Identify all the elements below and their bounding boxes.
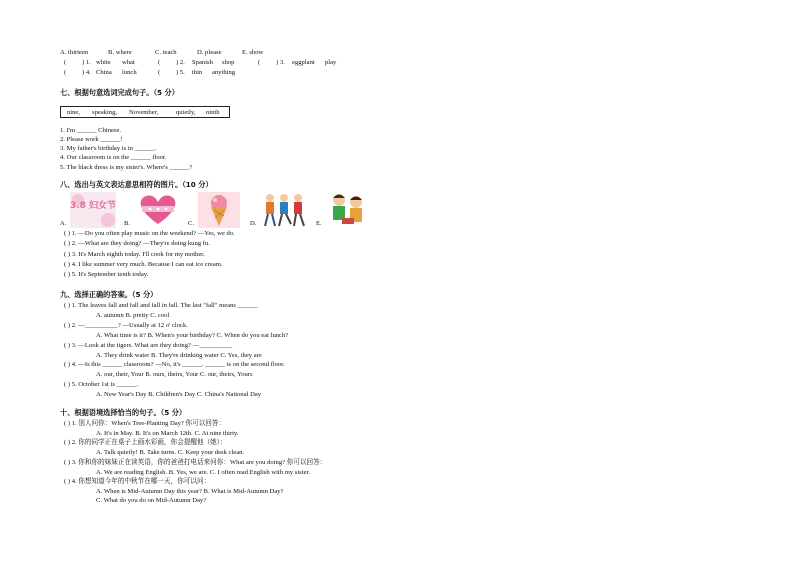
- question-line: ( ) 3. 你和你的妹妹正在读英语，你的爸爸打电话来问你：What are you doing? 你可以回答：: [64, 459, 327, 466]
- question-line: ( ) 1. The leaves fall and fall and fall in fall. The last "fall" means ______: [64, 302, 258, 309]
- word-a: eggplant: [292, 59, 315, 66]
- paren-open: (: [158, 69, 161, 76]
- paren-open: (: [64, 59, 67, 66]
- word-b: anything: [212, 69, 236, 76]
- word-bank-item: quietly,: [176, 109, 196, 116]
- picture-label-b: B.: [124, 220, 131, 227]
- item-number: ) 2.: [176, 59, 185, 66]
- question-line: ( ) 1. 别人问你：When's Tree-Planting Day? 你可以回答：: [64, 420, 226, 427]
- matching-item: ( ) 1. —Do you often play music on the weekend? —Yes, we do.: [64, 230, 235, 237]
- paren-open: (: [64, 69, 67, 76]
- answer-options: A. our, their, Your B. ours, theirs, Your C. our, theirs, Yours: [96, 371, 253, 378]
- answer-options: A. They drink water B. They're drinking water C. Yes, they are: [96, 352, 262, 359]
- section-7-heading: 七、根据句意选词完成句子。（5 分）: [60, 88, 179, 97]
- question-line: ( ) 3. —Look at the tigers. What are they doing? —__________: [64, 342, 233, 349]
- matching-item: ( ) 4. I like summer very much. Because I can eat ice cream.: [64, 261, 223, 268]
- section-9-heading: 九、选择正确的答案。（5 分）: [60, 290, 158, 299]
- word-b: shop: [222, 59, 235, 66]
- section-10-heading: 十、根据语境选择恰当的句子。（5 分）: [60, 408, 187, 417]
- fill-sentence: 5. The black dress is my sister's. Where's ______?: [60, 164, 193, 171]
- music-picture: [134, 192, 182, 233]
- item-number: ) 3.: [276, 59, 285, 66]
- picture-label-d: D.: [250, 220, 257, 227]
- answer-options: A. New Year's Day B. Children's Day C. China's National Day: [96, 391, 262, 398]
- word-a: thin: [192, 69, 203, 76]
- word-a: white: [96, 59, 111, 66]
- question-line: ( ) 2. 你的同学正在桌子上画水彩画，你会提醒他（她）：: [64, 439, 227, 446]
- picture-label-e: E.: [316, 220, 322, 227]
- paren-open: (: [158, 59, 161, 66]
- question-line: ( ) 2. —__________? —Usually at 12 o' clock.: [64, 322, 188, 329]
- matching-item: ( ) 2. —What are they doing? —They're doing kung fu.: [64, 240, 210, 247]
- word-bank: [60, 106, 230, 118]
- fill-sentence: 4. Our classroom is on the ______ floor.: [60, 154, 167, 161]
- word-bank-item: nine,: [67, 109, 81, 116]
- choice-e: E. show: [242, 49, 264, 56]
- cooking-picture: [326, 192, 368, 233]
- item-number: ) 4.: [82, 69, 91, 76]
- question-line: ( ) 4. —Is this ______ classroom? —No, it's ______. ______ is on the second floor.: [64, 361, 285, 368]
- answer-options: A. autumn B. pretty C. cool: [96, 312, 170, 319]
- kung-fu-picture: [260, 192, 308, 233]
- answer-options: A. It's in May. B. It's on March 12th. C. At nine thirty.: [96, 430, 239, 437]
- word-a: Spanish: [192, 59, 213, 66]
- fill-sentence: 2. Please work ______!: [60, 136, 123, 143]
- word-bank-item: ninth: [206, 109, 220, 116]
- item-number: ) 1.: [82, 59, 91, 66]
- matching-item: ( ) 3. It's March eighth today. I'll cook for my mother.: [64, 251, 205, 258]
- choice-d: D. please: [197, 49, 222, 56]
- question-line: ( ) 4. 你想知道今年的中秋节在哪一天，你可以问：: [64, 478, 211, 485]
- word-bank-item: speaking,: [92, 109, 118, 116]
- picture-label-c: C.: [188, 220, 195, 227]
- matching-item: ( ) 5. It's September tenth today.: [64, 271, 149, 278]
- item-number: ) 5.: [176, 69, 185, 76]
- fill-sentence: 1. I'm ______ Chinese.: [60, 127, 122, 134]
- answer-options: A. Talk quietly! B. Take turns. C. Keep your desk clean.: [96, 449, 245, 456]
- answer-options: A. We are reading English. B. Yes, we are. C. I often read English with my sister.: [96, 469, 310, 476]
- choice-a: A. thirteen: [60, 49, 89, 56]
- word-bank-item: November,: [129, 109, 159, 116]
- choice-c: C. teach: [155, 49, 177, 56]
- answer-options: A. What time is it? B. When's your birthday? C. When do you eat lunch?: [96, 332, 289, 339]
- word-b: lunch: [122, 69, 137, 76]
- question-line: ( ) 5. October 1st is ______.: [64, 381, 138, 388]
- answer-options: C. What do you do on Mid-Autumn Day?: [96, 497, 207, 504]
- word-a: China: [96, 69, 112, 76]
- paren-open: (: [258, 59, 261, 66]
- choice-b: B. where: [108, 49, 132, 56]
- ice-cream-picture: [198, 192, 240, 233]
- section-8-heading: 八、选出与英文表达意思相符的图片。（10 分）: [60, 180, 213, 189]
- word-b: what: [122, 59, 135, 66]
- womens-day-text: 3.8 妇女节: [70, 201, 116, 211]
- womens-day-picture: [70, 192, 116, 233]
- picture-label-a: A.: [60, 220, 67, 227]
- answer-options: A. When is Mid-Autumn Day this year? B. What is Mid-Autumn Day?: [96, 488, 284, 495]
- fill-sentence: 3. My father's birthday is in ______.: [60, 145, 157, 152]
- word-b: play: [325, 59, 337, 66]
